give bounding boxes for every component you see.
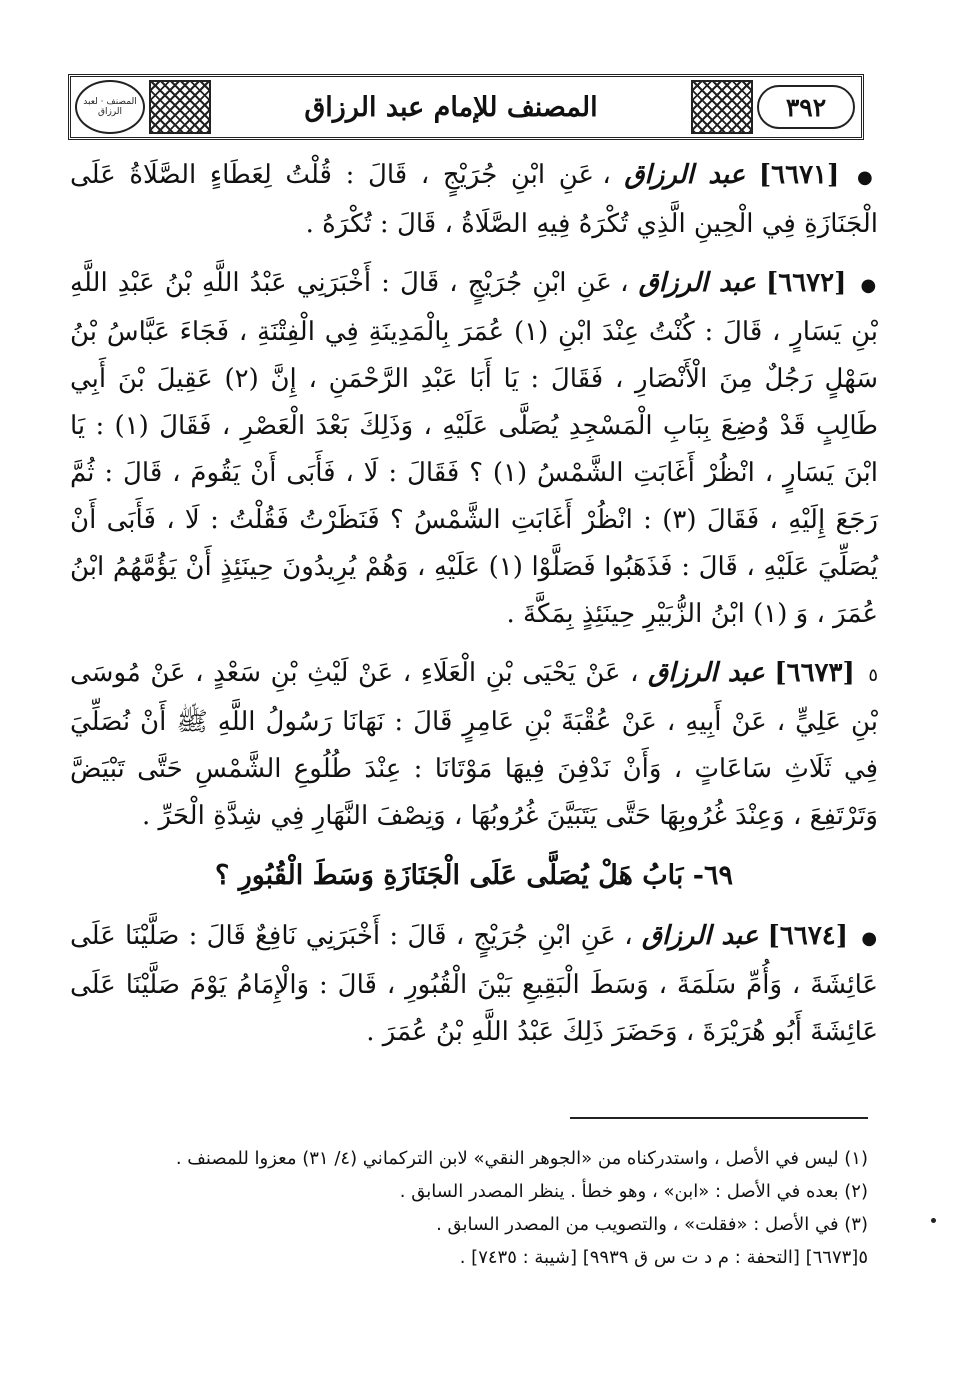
page-header (68, 74, 864, 140)
chapter-heading: ٦٩- بَابُ هَلْ يُصَلَّى عَلَى الْجَنَازَةِ وَسَطَ الْقُبُورِ ؟ (214, 860, 734, 891)
main-text (70, 152, 878, 1068)
author-name: عبد الرزاق (641, 921, 759, 951)
header-ornament-left (149, 80, 211, 134)
footnote-reference: ٥[٦٦٧٣] [التحفة : م د ت س ق ٩٩٣٩] [شيبة : ٧٤٣٥] . (459, 1247, 868, 1268)
hadith-number: [٦٦٧٤] (767, 921, 849, 951)
hadith-marker: ● (856, 167, 878, 188)
hadith-number: [٦٦٧١] (758, 160, 840, 190)
hadith-6671 (70, 152, 878, 248)
author-name: عبد الرزاق (648, 658, 765, 688)
header-ornament-right (691, 80, 753, 134)
hadith-number: [٦٦٧٢] (765, 268, 847, 298)
hadith-number: [٦٦٧٣] (774, 658, 855, 688)
footnote-3: (٣) في الأصل : «فقلت» ، والتصويب من المصدر السابق . (436, 1214, 868, 1235)
author-name: عبد الرزاق (638, 268, 756, 298)
footnote-1: (١) ليس في الأصل ، واستدركناه من «الجوهر النقي» لابن التركماني (٤/ ٣١) معزوا للمصنف . (175, 1148, 868, 1169)
running-title: المصنف للإمام عبد الرزاق (304, 91, 598, 123)
footnote-2: (٢) بعده في الأصل : «ابن» ، وهو خطأ . ينظر المصدر السابق . (399, 1181, 868, 1202)
hadith-marker: ● (861, 928, 879, 949)
hadith-marker: ● (860, 275, 878, 296)
hadith-marker: ٥ (868, 665, 878, 686)
hadith-6674 (70, 913, 878, 1056)
hadith-text: ، عَنِ ابْنِ جُرَيْجٍ ، قَالَ : أَخْبَرَنِي نَافِعٌ قَالَ : صَلَّيْنَا عَلَى عَائِشَةَ ، وَأُمِّ سَلَمَةَ ، وَسَطَ الْبَقِيعِ بَيْنَ الْقُبُورِ ، قَالَ : وَالْإِمَامُ يَوْمَ صَلَّيْنَا عَلَى عَائِشَةَ أَبُو هُرَيْرَةَ ، وَحَضَرَ ذَلِكَ عَبْدُ اللَّهِ بْنُ عُمَرَ . (70, 921, 879, 1047)
footnote-separator (570, 1117, 868, 1119)
page-number: ٣٩٢ (757, 85, 855, 129)
hadith-text: ، عَنِ ابْنِ جُرَيْجٍ ، قَالَ : أَخْبَرَنِي عَبْدُ اللَّهِ بْنُ عَبْدِ اللَّهِ بْنِ يَسَارٍ ، قَالَ : كُنْتُ عِنْدَ ابْنِ (١) عُمَرَ بِالْمَدِينَةِ فِي الْفِتْنَةِ ، فَجَاءَ عَبَّاسُ بْنُ سَهْلٍ رَجُلٌ مِنَ الْأَنْصَارِ ، فَقَالَ : يَا أَبَا عَبْدِ الرَّحْمَنِ ، إِنَّ (٢) عَقِيلَ بْنَ أَبِي طَالِبٍ قَدْ وُضِعَ بِبَابِ الْمَسْجِدِ يُصَلَّى عَلَيْهِ ، وَذَلِكَ بَعْدَ الْعَصْرِ ، فَقَالَ (١) : يَا ابْنَ يَسَارٍ ، انْظُرْ أَغَابَتِ الشَّمْسُ (١) ؟ فَقَالَ : لَا ، فَأَبَى أَنْ يَقُومَ ، قَالَ : ثُمَّ رَجَعَ إِلَيْهِ ، فَقَالَ (٣) : انْظُرْ أَغَابَتِ الشَّمْسُ ؟ فَنَظَرْتُ فَقُلْتُ : لَا ، فَأَبَى أَنْ يُصَلِّيَ عَلَيْهِ ، قَالَ : فَذَهَبُوا فَصَلَّوْا (١) عَلَيْهِ ، وَهُمْ يُرِيدُونَ حِينَئِذٍ أَنْ يَؤُمَّهُمُ ابْنُ عُمَرَ ، وَ (١) ابْنُ الزُّبَيْرِ حِينَئِذٍ بِمَكَّةَ . (70, 268, 879, 629)
hadith-text: ، عَنِ ابْنِ جُرَيْجٍ ، قَالَ : قُلْتُ لِعَطَاءٍ الصَّلَاةُ عَلَى الْجَنَازَةِ فِي الْحِينِ الَّذِي تُكْرَهُ فِيهِ الصَّلَاةُ ، قَالَ : تُكْرَهُ . (70, 160, 878, 239)
hadith-6672 (70, 260, 878, 638)
hadith-text: ، عَنْ يَحْيَى بْنِ الْعَلَاءِ ، عَنْ لَيْثِ بْنِ سَعْدٍ ، عَنْ مُوسَى بْنِ عَلِيٍّ ، عَنْ أَبِيهِ ، عَنْ عُقْبَةَ بْنِ عَامِرٍ قَالَ : نَهَانَا رَسُولُ اللَّهِ ﷺ أَنْ نُصَلِّيَ فِي ثَلَاثِ سَاعَاتٍ ، وَأَنْ نَدْفِنَ فِيهَا مَوْتَانَا : عِنْدَ طُلُوعِ الشَّمْسِ حَتَّى تَبْيَضَّ وَتَرْتَفِعَ ، وَعِنْدَ غُرُوبِهَا حَتَّى يَتَبَيَّنَ غُرُوبُهَا ، وَنِصْفَ النَّهَارِ فِي شِدَّةِ الْحَرِّ . (70, 658, 878, 831)
footnotes (150, 1142, 868, 1274)
book-emblem: المصنف · لعبد الرزاق (75, 80, 145, 134)
hadith-6673 (70, 650, 878, 840)
author-name: عبد الرزاق (624, 160, 746, 190)
margin-dot (931, 1218, 936, 1223)
